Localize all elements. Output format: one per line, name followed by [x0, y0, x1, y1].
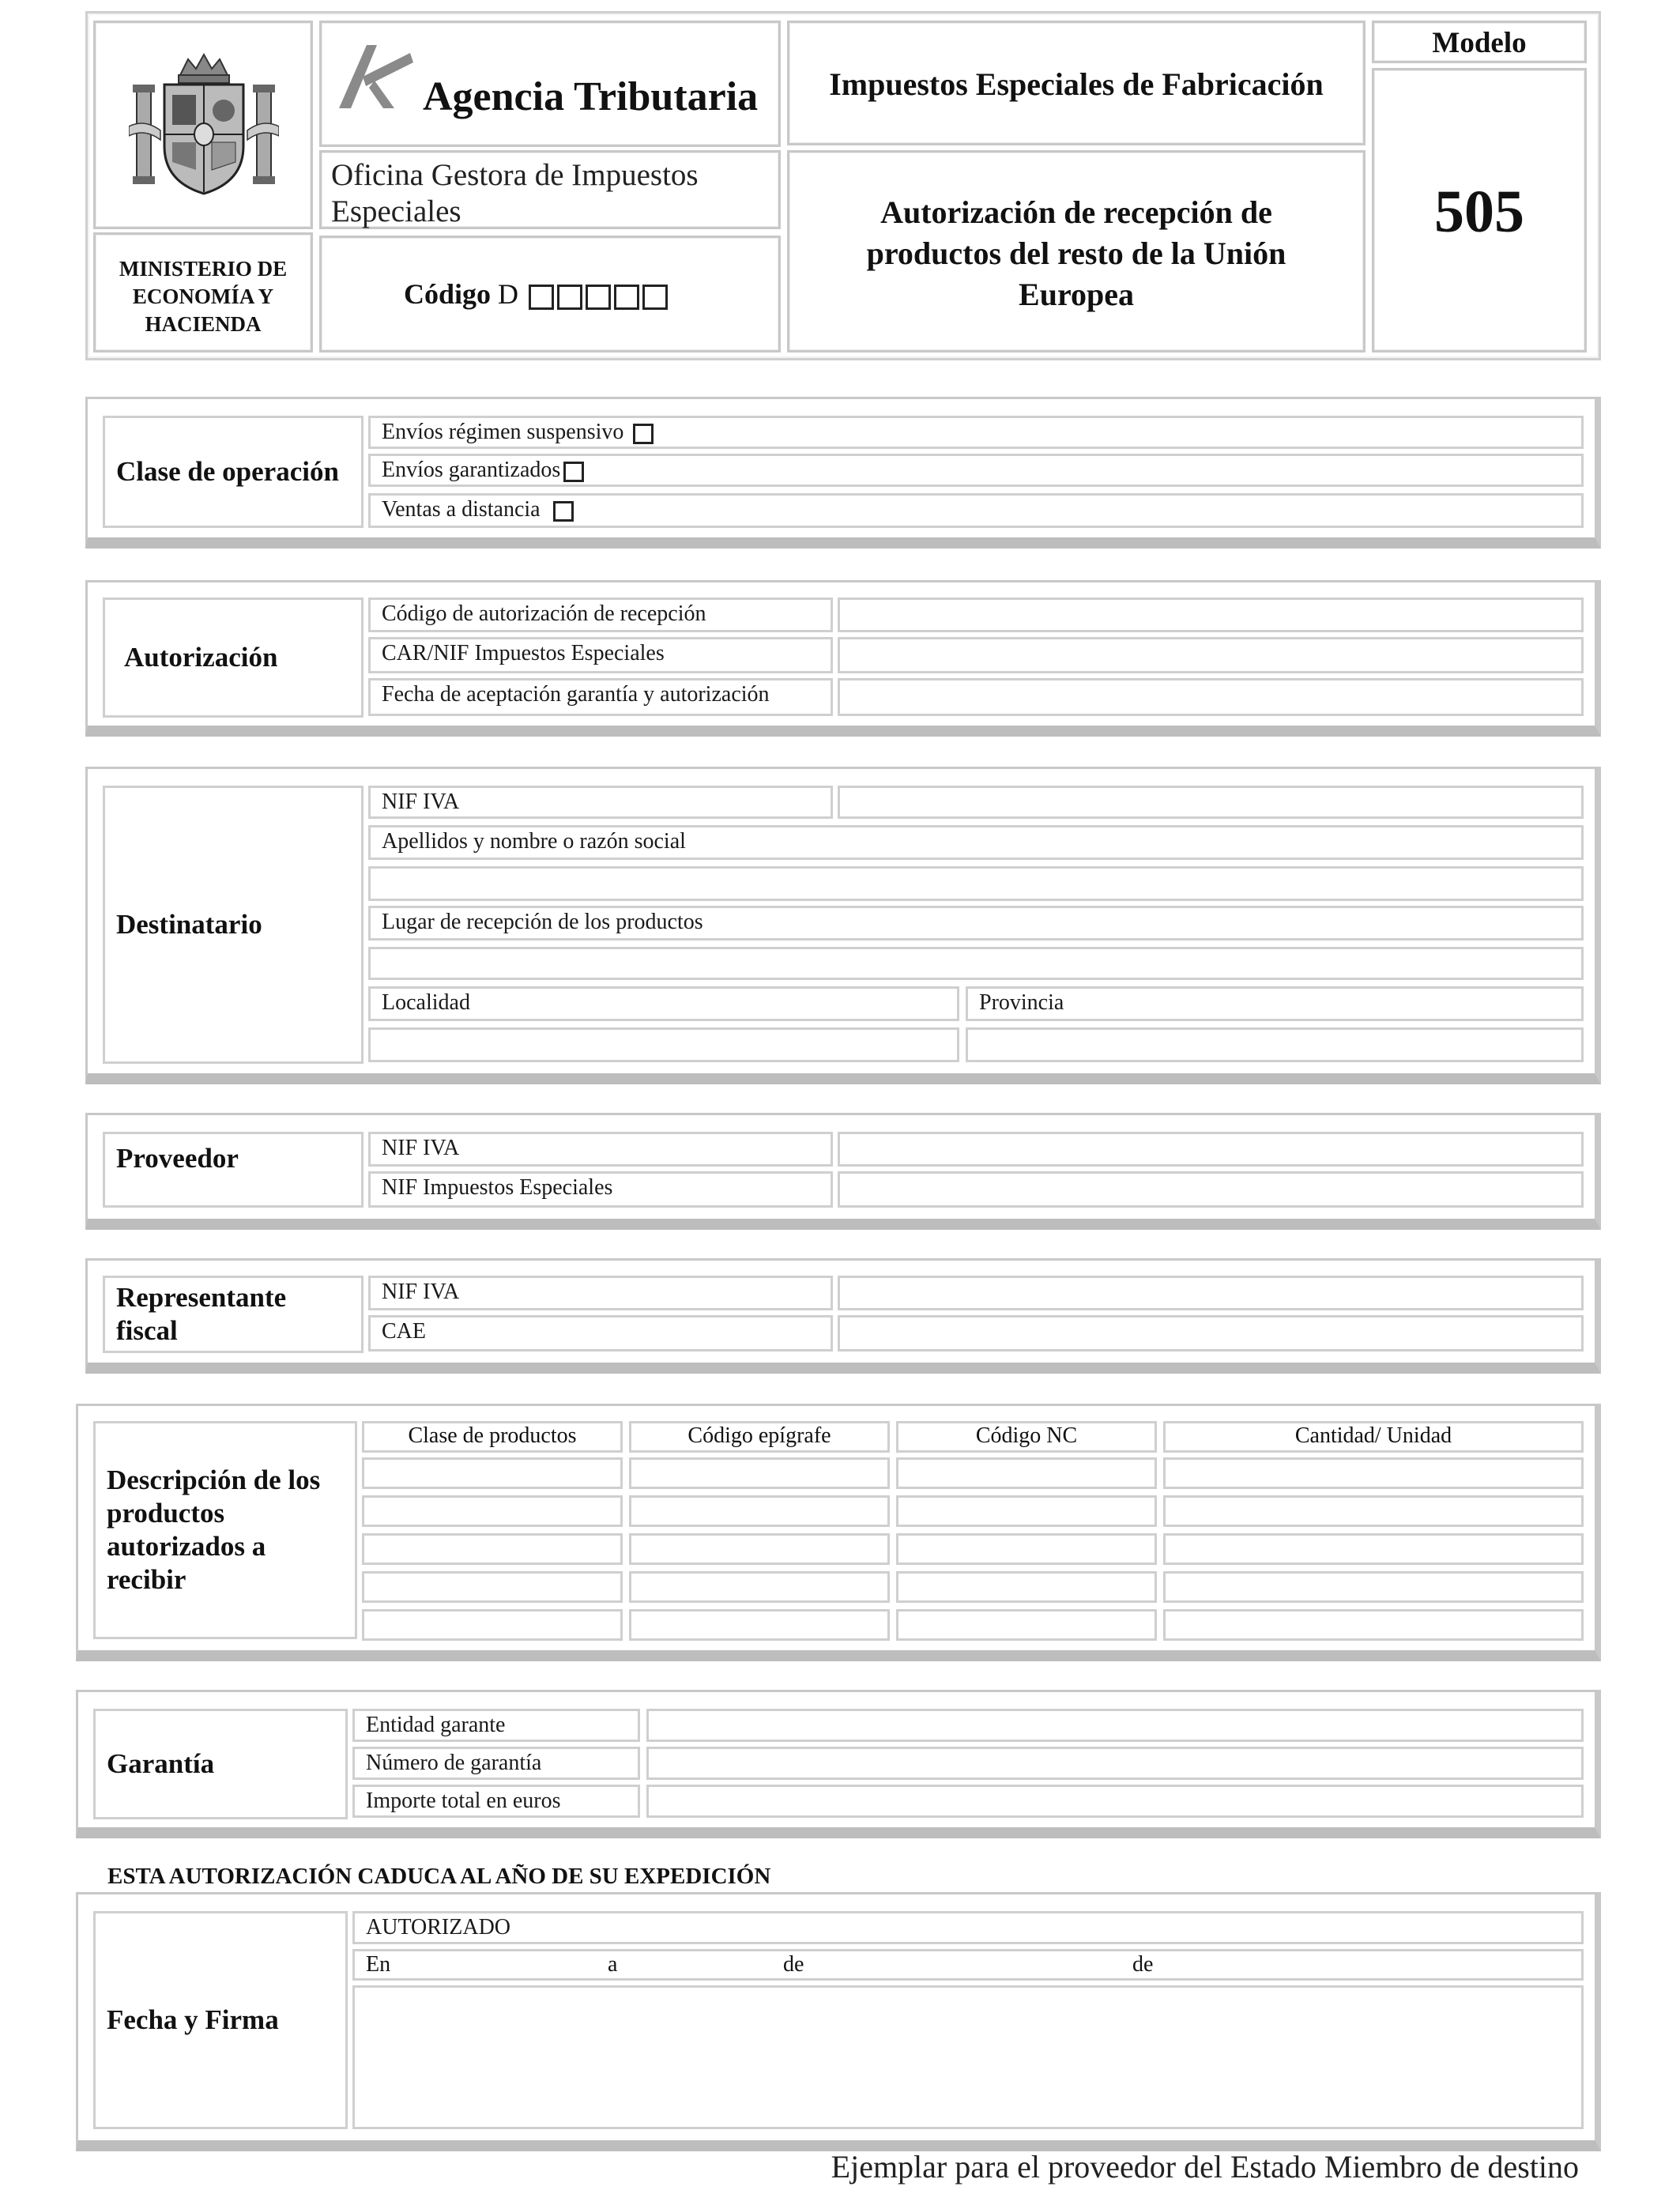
lugar-recepcion-label: Lugar de recepción de los productos: [368, 906, 1584, 941]
office-name: Oficina Gestora de Impuestos Especiales: [331, 158, 699, 228]
code-digit-3[interactable]: [586, 285, 611, 310]
clase-operacion-title: [103, 416, 363, 528]
fecha-aceptacion-label: Fecha de aceptación garantía y autorización: [368, 678, 833, 716]
product-cell-r2-c1[interactable]: [362, 1495, 623, 1527]
proveedor-nif-iva-input[interactable]: [838, 1132, 1584, 1167]
representante-nif-iva-input[interactable]: [838, 1276, 1584, 1310]
importe-total-input[interactable]: [646, 1785, 1584, 1818]
product-cell-r1-c3[interactable]: [896, 1457, 1157, 1489]
agency-name: Agencia Tributaria: [423, 74, 759, 119]
signature-area[interactable]: [352, 1985, 1584, 2129]
de-label-2: de: [1132, 1952, 1154, 1977]
representante-title: Representante fiscal: [103, 1276, 363, 1353]
destinatario-title: Destinatario: [103, 786, 363, 1064]
product-cell-r1-c1[interactable]: [362, 1457, 623, 1489]
model-number-cell: [1372, 68, 1587, 352]
checkbox-ventas-distancia[interactable]: [553, 501, 574, 522]
form-title: Autorización de recepción de productos del resto de la Unión Europea: [866, 194, 1286, 312]
tax-title: Impuestos Especiales de Fabricación: [829, 66, 1324, 102]
representante-cae-label: CAE: [368, 1315, 833, 1351]
coat-of-arms-cell: [93, 21, 313, 229]
col-codigo-epigrafe: Código epígrafe: [629, 1421, 890, 1453]
product-cell-r1-c4[interactable]: [1163, 1457, 1584, 1489]
product-cell-r3-c2[interactable]: [629, 1533, 890, 1565]
product-cell-r2-c4[interactable]: [1163, 1495, 1584, 1527]
product-cell-r5-c3[interactable]: [896, 1609, 1157, 1641]
code-cell: [319, 236, 781, 352]
proveedor-nif-ie-input[interactable]: [838, 1171, 1584, 1208]
office-code: [404, 277, 668, 311]
autorizacion-title: Autorización: [103, 598, 363, 718]
product-cell-r1-c2[interactable]: [629, 1457, 890, 1489]
clase-operacion-title-text: Clase de operación: [116, 456, 339, 487]
codigo-autorizacion-input[interactable]: [838, 598, 1584, 632]
code-digit-5[interactable]: [642, 285, 668, 310]
code-digit-2[interactable]: [557, 285, 582, 310]
entidad-garante-input[interactable]: [646, 1709, 1584, 1742]
provincia-label: Provincia: [966, 986, 1584, 1021]
car-nif-label: CAR/NIF Impuestos Especiales: [368, 637, 833, 673]
car-nif-input[interactable]: [838, 637, 1584, 673]
code-digit-4[interactable]: [614, 285, 639, 310]
checkbox-envios-garantizados[interactable]: [563, 462, 584, 482]
proveedor-nif-iva-label: NIF IVA: [368, 1132, 833, 1167]
col-codigo-nc: Código NC: [896, 1421, 1157, 1453]
destinatario-nombre-label: Apellidos y nombre o razón social: [368, 825, 1584, 860]
destinatario-nif-iva-input[interactable]: [838, 786, 1584, 819]
product-cell-r3-c4[interactable]: [1163, 1533, 1584, 1565]
fecha-lugar-line[interactable]: [352, 1949, 1584, 1981]
code-digit-1[interactable]: [529, 285, 554, 310]
product-cell-r2-c3[interactable]: [896, 1495, 1157, 1527]
code-prefix: D: [498, 278, 519, 310]
agency-cell: [319, 21, 781, 147]
product-cell-r4-c1[interactable]: [362, 1571, 623, 1603]
checkbox-regimen-suspensivo[interactable]: [633, 424, 654, 444]
de-label-1: de: [783, 1952, 804, 1977]
model-label-cell: [1372, 21, 1587, 63]
importe-total-label: Importe total en euros: [352, 1785, 640, 1818]
product-cell-r3-c1[interactable]: [362, 1533, 623, 1565]
product-cell-r4-c4[interactable]: [1163, 1571, 1584, 1603]
localidad-input[interactable]: [368, 1027, 959, 1062]
fecha-aceptacion-input[interactable]: [838, 678, 1584, 716]
entidad-garante-label: Entidad garante: [352, 1709, 640, 1742]
option-ventas-distancia[interactable]: Ventas a distancia: [368, 493, 1584, 528]
model-label: Modelo: [1432, 27, 1527, 59]
destinatario-nif-iva-label: NIF IVA: [368, 786, 833, 819]
footer-copy-note: Ejemplar para el proveedor del Estado Miembro de destino: [831, 2149, 1579, 2185]
ministry-name: MINISTERIO DE ECONOMÍA Y HACIENDA: [119, 257, 288, 336]
code-label: Código: [404, 278, 492, 310]
proveedor-nif-ie-label: NIF Impuestos Especiales: [368, 1171, 833, 1208]
option-envios-garantizados[interactable]: Envíos garantizados: [368, 454, 1584, 487]
ministry-cell: [93, 232, 313, 352]
product-cell-r4-c3[interactable]: [896, 1571, 1157, 1603]
office-cell: [319, 150, 781, 229]
agencia-tributaria-logo-icon: [331, 37, 418, 116]
lugar-recepcion-input[interactable]: [368, 947, 1584, 980]
col-clase-productos: Clase de productos: [362, 1421, 623, 1453]
firma-title: Fecha y Firma: [93, 1911, 348, 2129]
provincia-input[interactable]: [966, 1027, 1584, 1062]
codigo-autorizacion-label: Código de autorización de recepción: [368, 598, 833, 632]
product-cell-r5-c2[interactable]: [629, 1609, 890, 1641]
coat-of-arms-icon: [129, 51, 279, 202]
option-regimen-suspensivo[interactable]: Envíos régimen suspensivo: [368, 416, 1584, 449]
numero-garantia-label: Número de garantía: [352, 1747, 640, 1780]
tax-title-cell: [787, 21, 1365, 145]
localidad-label: Localidad: [368, 986, 959, 1021]
product-cell-r4-c2[interactable]: [629, 1571, 890, 1603]
garantia-title: Garantía: [93, 1709, 348, 1819]
product-cell-r3-c3[interactable]: [896, 1533, 1157, 1565]
numero-garantia-input[interactable]: [646, 1747, 1584, 1780]
proveedor-title: Proveedor: [103, 1132, 363, 1208]
representante-cae-input[interactable]: [838, 1315, 1584, 1351]
a-label: a: [608, 1952, 618, 1977]
productos-title: Descripción de los productos autorizados a recibir: [93, 1421, 357, 1639]
product-cell-r2-c2[interactable]: [629, 1495, 890, 1527]
caducidad-notice: ESTA AUTORIZACIÓN CADUCA AL AÑO DE SU EXPEDICIÓN: [107, 1864, 771, 1889]
en-label: En: [366, 1952, 391, 1977]
representante-nif-iva-label: NIF IVA: [368, 1276, 833, 1310]
form-title-cell: [787, 150, 1365, 352]
autorizado-label: AUTORIZADO: [352, 1911, 1584, 1944]
product-cell-r5-c4[interactable]: [1163, 1609, 1584, 1641]
destinatario-nombre-input[interactable]: [368, 866, 1584, 901]
product-cell-r5-c1[interactable]: [362, 1609, 623, 1641]
model-number: 505: [1434, 179, 1524, 245]
col-cantidad-unidad: Cantidad/ Unidad: [1163, 1421, 1584, 1453]
